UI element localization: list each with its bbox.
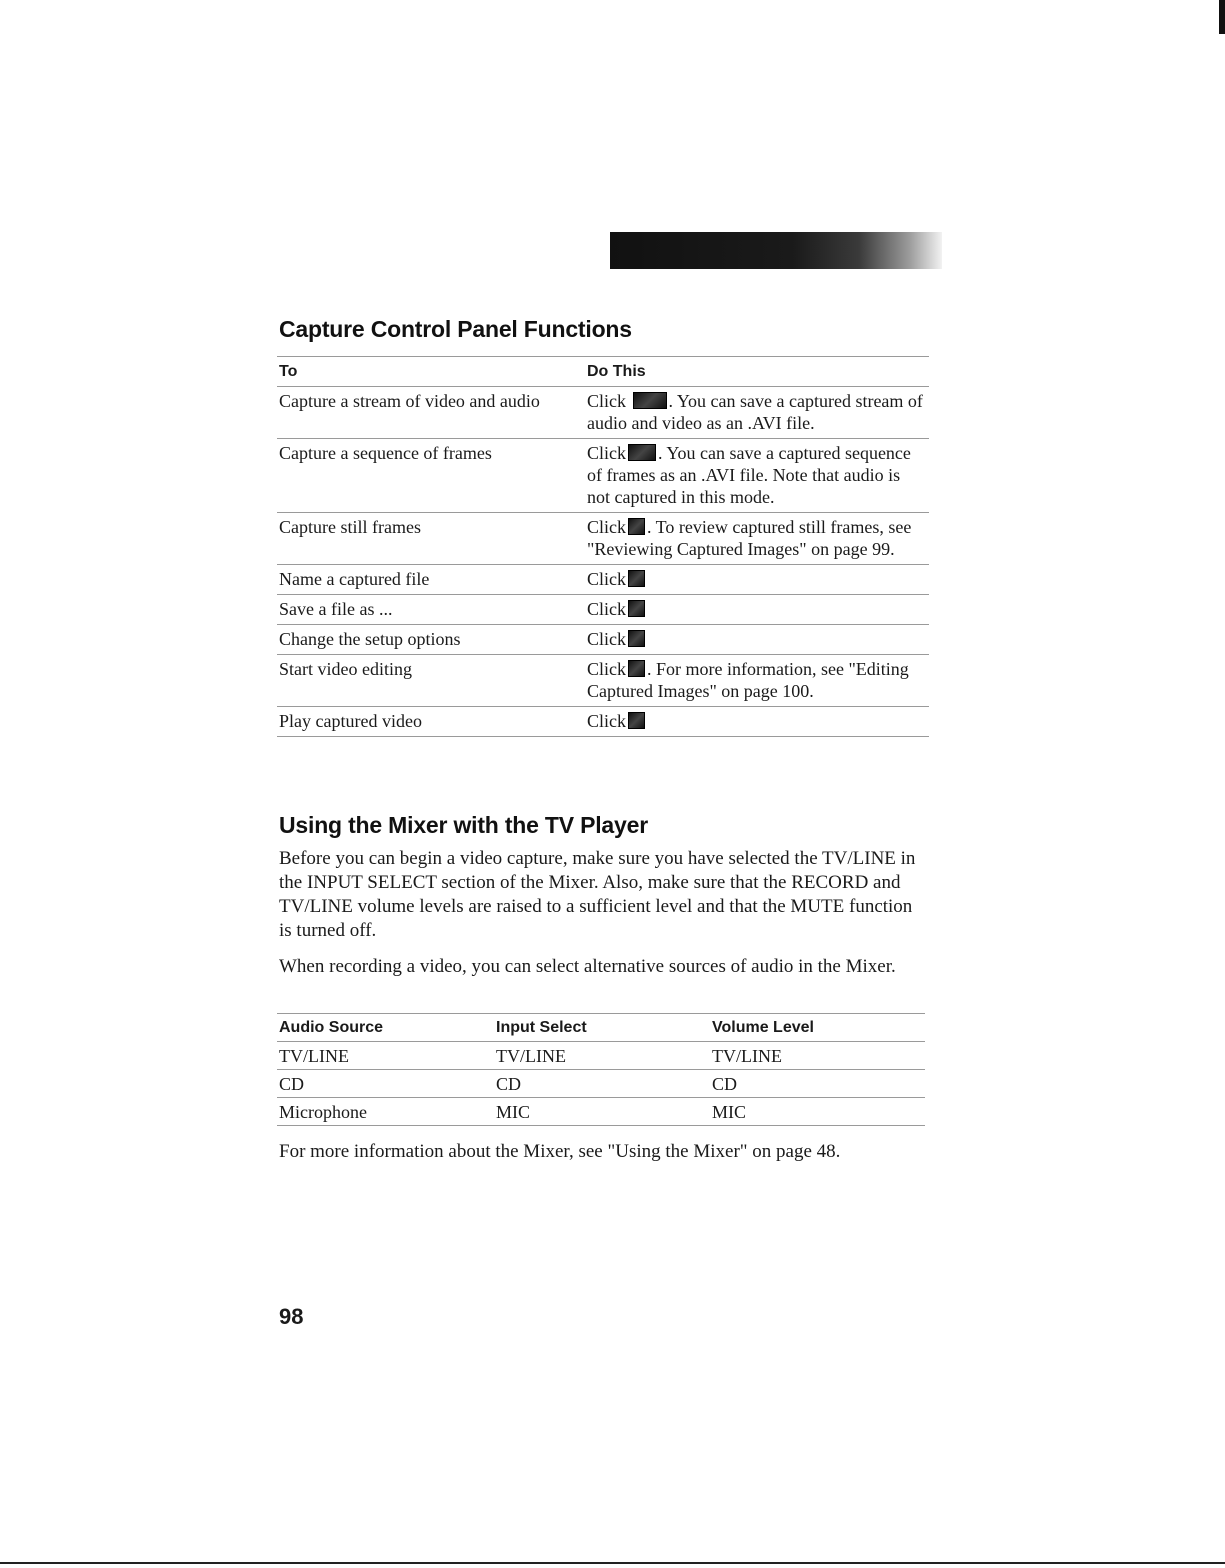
task-cell: Capture still frames bbox=[277, 513, 585, 565]
table-cell: MIC bbox=[710, 1098, 925, 1126]
setup-options-icon bbox=[628, 630, 645, 647]
capture-functions-table bbox=[277, 356, 929, 737]
table-row bbox=[277, 513, 929, 565]
table-row bbox=[277, 655, 929, 707]
column-header-input-select: Input Select bbox=[494, 1014, 710, 1042]
table-cell: TV/LINE bbox=[494, 1042, 710, 1070]
click-text: Click bbox=[587, 599, 626, 619]
table-cell: CD bbox=[710, 1070, 925, 1098]
name-file-icon bbox=[628, 570, 645, 587]
action-cell bbox=[585, 387, 929, 439]
column-header-do-this: Do This bbox=[585, 357, 929, 387]
table-row bbox=[277, 1098, 925, 1126]
table-cell: CD bbox=[277, 1070, 494, 1098]
capture-sequence-icon bbox=[628, 444, 656, 461]
section-title-mixer: Using the Mixer with the TV Player bbox=[279, 812, 648, 838]
click-text: Click bbox=[587, 629, 626, 649]
task-cell: Name a captured file bbox=[277, 565, 585, 595]
table-row bbox=[277, 387, 929, 439]
action-cell bbox=[585, 565, 929, 595]
action-text: . For more information, see "Editing Captured Images" on page 100. bbox=[587, 659, 909, 701]
action-text: . You can save a captured stream of audio and video as an .AVI file. bbox=[587, 391, 923, 433]
click-text: Click bbox=[587, 569, 626, 589]
capture-stream-icon bbox=[633, 392, 667, 409]
section-title-capture-functions: Capture Control Panel Functions bbox=[279, 316, 632, 342]
capture-still-icon bbox=[628, 518, 645, 535]
click-text: Click bbox=[587, 443, 626, 463]
paragraph-audio-sources: When recording a video, you can select alternative sources of audio in the Mixer. bbox=[279, 956, 896, 977]
play-video-icon bbox=[628, 712, 645, 729]
paragraph-mixer-intro: Before you can begin a video capture, make sure you have selected the TV/LINE in the INPUT SELECT section of the Mixer. Also, make sure that the RECORD and TV/LINE volume levels are raised to a sufficient level and that the MUTE function is turned off. bbox=[279, 848, 916, 941]
column-header-volume-level: Volume Level bbox=[710, 1014, 925, 1042]
video-editing-icon bbox=[628, 660, 645, 677]
table-cell: Microphone bbox=[277, 1098, 494, 1126]
click-text: Click bbox=[587, 391, 626, 411]
table-row bbox=[277, 1070, 925, 1098]
click-text: Click bbox=[587, 517, 626, 537]
table-row bbox=[277, 439, 929, 513]
footer-rule bbox=[0, 1562, 1225, 1564]
table-row bbox=[277, 625, 929, 655]
table-row bbox=[277, 595, 929, 625]
table-row bbox=[277, 1042, 925, 1070]
action-cell bbox=[585, 707, 929, 737]
table-cell: CD bbox=[494, 1070, 710, 1098]
click-text: Click bbox=[587, 659, 626, 679]
save-as-icon bbox=[628, 600, 645, 617]
task-cell: Save a file as ... bbox=[277, 595, 585, 625]
table-cell: TV/LINE bbox=[277, 1042, 494, 1070]
task-cell: Capture a stream of video and audio bbox=[277, 387, 585, 439]
column-header-audio-source: Audio Source bbox=[277, 1014, 494, 1042]
click-text: Click bbox=[587, 711, 626, 731]
action-cell bbox=[585, 439, 929, 513]
table-cell: TV/LINE bbox=[710, 1042, 925, 1070]
table-row bbox=[277, 707, 929, 737]
column-header-to: To bbox=[277, 357, 585, 387]
action-text: . To review captured still frames, see "Reviewing Captured Images" on page 99. bbox=[587, 517, 912, 559]
scan-edge-mark bbox=[1219, 0, 1225, 34]
task-cell: Start video editing bbox=[277, 655, 585, 707]
page-number: 98 bbox=[279, 1304, 304, 1329]
action-cell bbox=[585, 513, 929, 565]
action-cell bbox=[585, 655, 929, 707]
table-header-row bbox=[277, 357, 929, 387]
audio-source-table bbox=[277, 1013, 925, 1126]
task-cell: Change the setup options bbox=[277, 625, 585, 655]
table-header-row bbox=[277, 1014, 925, 1042]
action-cell bbox=[585, 625, 929, 655]
header-gradient-bar bbox=[610, 232, 942, 269]
action-text: . You can save a captured sequence of frames as an .AVI file. Note that audio is not captured in this mode. bbox=[587, 443, 911, 507]
task-cell: Capture a sequence of frames bbox=[277, 439, 585, 513]
action-cell bbox=[585, 595, 929, 625]
task-cell: Play captured video bbox=[277, 707, 585, 737]
table-row bbox=[277, 565, 929, 595]
table-cell: MIC bbox=[494, 1098, 710, 1126]
paragraph-more-info: For more information about the Mixer, see "Using the Mixer" on page 48. bbox=[279, 1141, 841, 1162]
